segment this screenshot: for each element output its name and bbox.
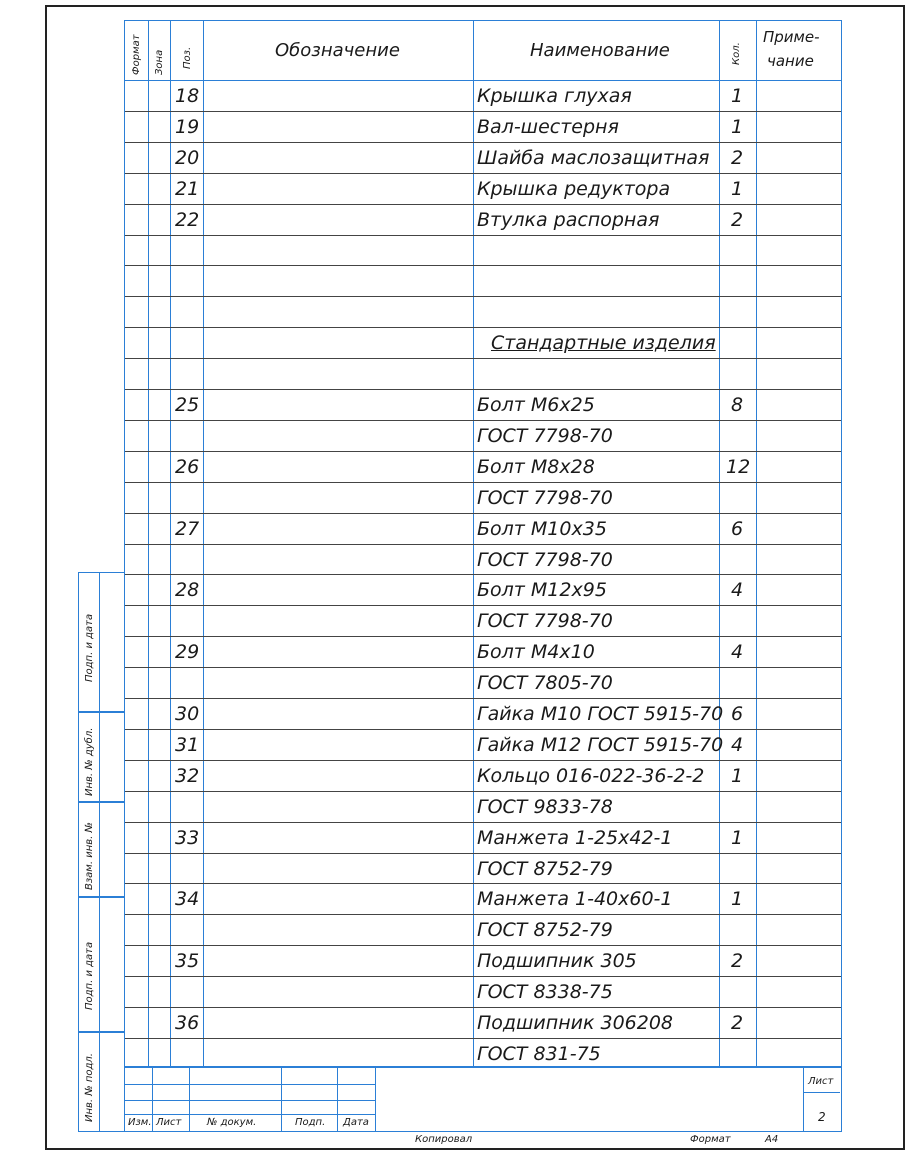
row-name: Шайба маслозащитная: [477, 146, 710, 169]
footer-copied: Копировал: [415, 1134, 473, 1145]
row-qty: 6: [731, 517, 744, 540]
row-name: Манжета 1-40х60-1: [477, 888, 673, 911]
row-name: Крышка глухая: [477, 85, 632, 107]
row-pos: 21: [175, 177, 200, 200]
row-qty: 1: [731, 826, 744, 849]
stamp-doc-no: № докум.: [207, 1117, 257, 1128]
row-qty: 4: [731, 733, 744, 756]
side-label-sign-date-2: Подп. и дата: [84, 941, 95, 1010]
row-qty: 4: [731, 641, 744, 664]
row-qty: 1: [731, 85, 744, 107]
row-name: ГОСТ 7798-70: [477, 424, 613, 447]
side-label-inv-dubl: Инв. № дубл.: [84, 727, 95, 796]
side-label-inv-podl: Инв. № подл.: [84, 1053, 95, 1122]
row-name: Подшипник 305: [477, 950, 637, 973]
row-qty: 2: [731, 1012, 744, 1034]
row-qty: 1: [731, 115, 744, 138]
row-name: ГОСТ 7798-70: [477, 610, 613, 633]
row-name: ГОСТ 9833-78: [477, 795, 613, 818]
row-pos: 22: [175, 208, 200, 231]
row-name: ГОСТ 8338-75: [477, 981, 613, 1004]
row-pos: 28: [175, 579, 200, 602]
row-name: ГОСТ 831-75: [477, 1042, 601, 1065]
row-qty: 1: [731, 764, 744, 787]
row-name: ГОСТ 7805-70: [477, 672, 613, 695]
row-pos: 34: [175, 888, 200, 911]
row-pos: 19: [175, 115, 200, 138]
row-name: Гайка М12 ГОСТ 5915-70: [477, 733, 724, 756]
header-designation: Обозначение: [275, 40, 400, 61]
row-name: Втулка распорная: [477, 208, 660, 231]
row-name: ГОСТ 7798-70: [477, 486, 613, 509]
row-name: Гайка М10 ГОСТ 5915-70: [477, 703, 724, 725]
row-pos: 18: [175, 85, 200, 107]
row-pos: 35: [175, 950, 200, 973]
row-qty: 1: [731, 888, 744, 911]
header-name: Наименование: [530, 40, 670, 61]
row-qty: 8: [731, 394, 744, 416]
row-qty: 2: [731, 146, 744, 169]
footer-format-label: Формат: [690, 1134, 731, 1145]
row-name: Болт М4х10: [477, 641, 595, 664]
row-pos: 25: [175, 394, 200, 416]
title-block: [124, 1067, 842, 1132]
header-format: Формат: [131, 34, 142, 75]
row-name: ГОСТ 7798-70: [477, 548, 613, 571]
row-name: Кольцо 016-022-36-2-2: [477, 764, 705, 787]
row-name: Вал-шестерня: [477, 115, 619, 138]
row-qty: 2: [731, 208, 744, 231]
row-name: ГОСТ 8752-79: [477, 919, 613, 942]
stamp-izm: Изм.: [128, 1117, 152, 1128]
stamp-sheet-label: Лист: [808, 1076, 834, 1087]
row-qty: 2: [731, 950, 744, 973]
row-name: Болт М12х95: [477, 579, 607, 602]
row-pos: 30: [175, 703, 200, 725]
header-qty: Кол.: [731, 42, 742, 65]
stamp-list: Лист: [156, 1117, 182, 1128]
row-pos: 31: [175, 733, 200, 756]
row-name: Стандартные изделия: [491, 332, 716, 355]
row-name: Крышка редуктора: [477, 177, 671, 200]
row-pos: 26: [175, 455, 200, 478]
header-pos: Поз.: [182, 46, 193, 69]
stamp-podp: Подп.: [295, 1117, 326, 1128]
row-pos: 27: [175, 517, 200, 540]
row-pos: 33: [175, 826, 200, 849]
row-pos: 36: [175, 1012, 200, 1034]
side-label-sign-date-1: Подп. и дата: [84, 613, 95, 682]
row-qty: 4: [731, 579, 744, 602]
row-name: Болт М8х28: [477, 455, 595, 478]
row-name: ГОСТ 8752-79: [477, 857, 613, 880]
row-name: Болт М6х25: [477, 394, 595, 416]
row-pos: 20: [175, 146, 200, 169]
row-name: Подшипник 306208: [477, 1012, 674, 1034]
stamp-sheet-number: 2: [818, 1110, 826, 1124]
row-qty: 6: [731, 703, 744, 725]
row-name: Болт М10х35: [477, 517, 607, 540]
row-name: Манжета 1-25х42-1: [477, 826, 673, 849]
row-qty: 12: [726, 455, 751, 478]
row-qty: 1: [731, 177, 744, 200]
row-pos: 32: [175, 764, 200, 787]
side-label-vzam-inv: Взам. инв. №: [84, 822, 95, 890]
footer-format-value: А4: [765, 1134, 779, 1145]
specification-table: [124, 20, 842, 1067]
header-note-line2: чание: [767, 52, 814, 70]
header-zone: Зона: [154, 49, 165, 75]
row-pos: 29: [175, 641, 200, 664]
stamp-data: Дата: [343, 1117, 369, 1128]
header-note-line1: Приме-: [763, 28, 820, 46]
